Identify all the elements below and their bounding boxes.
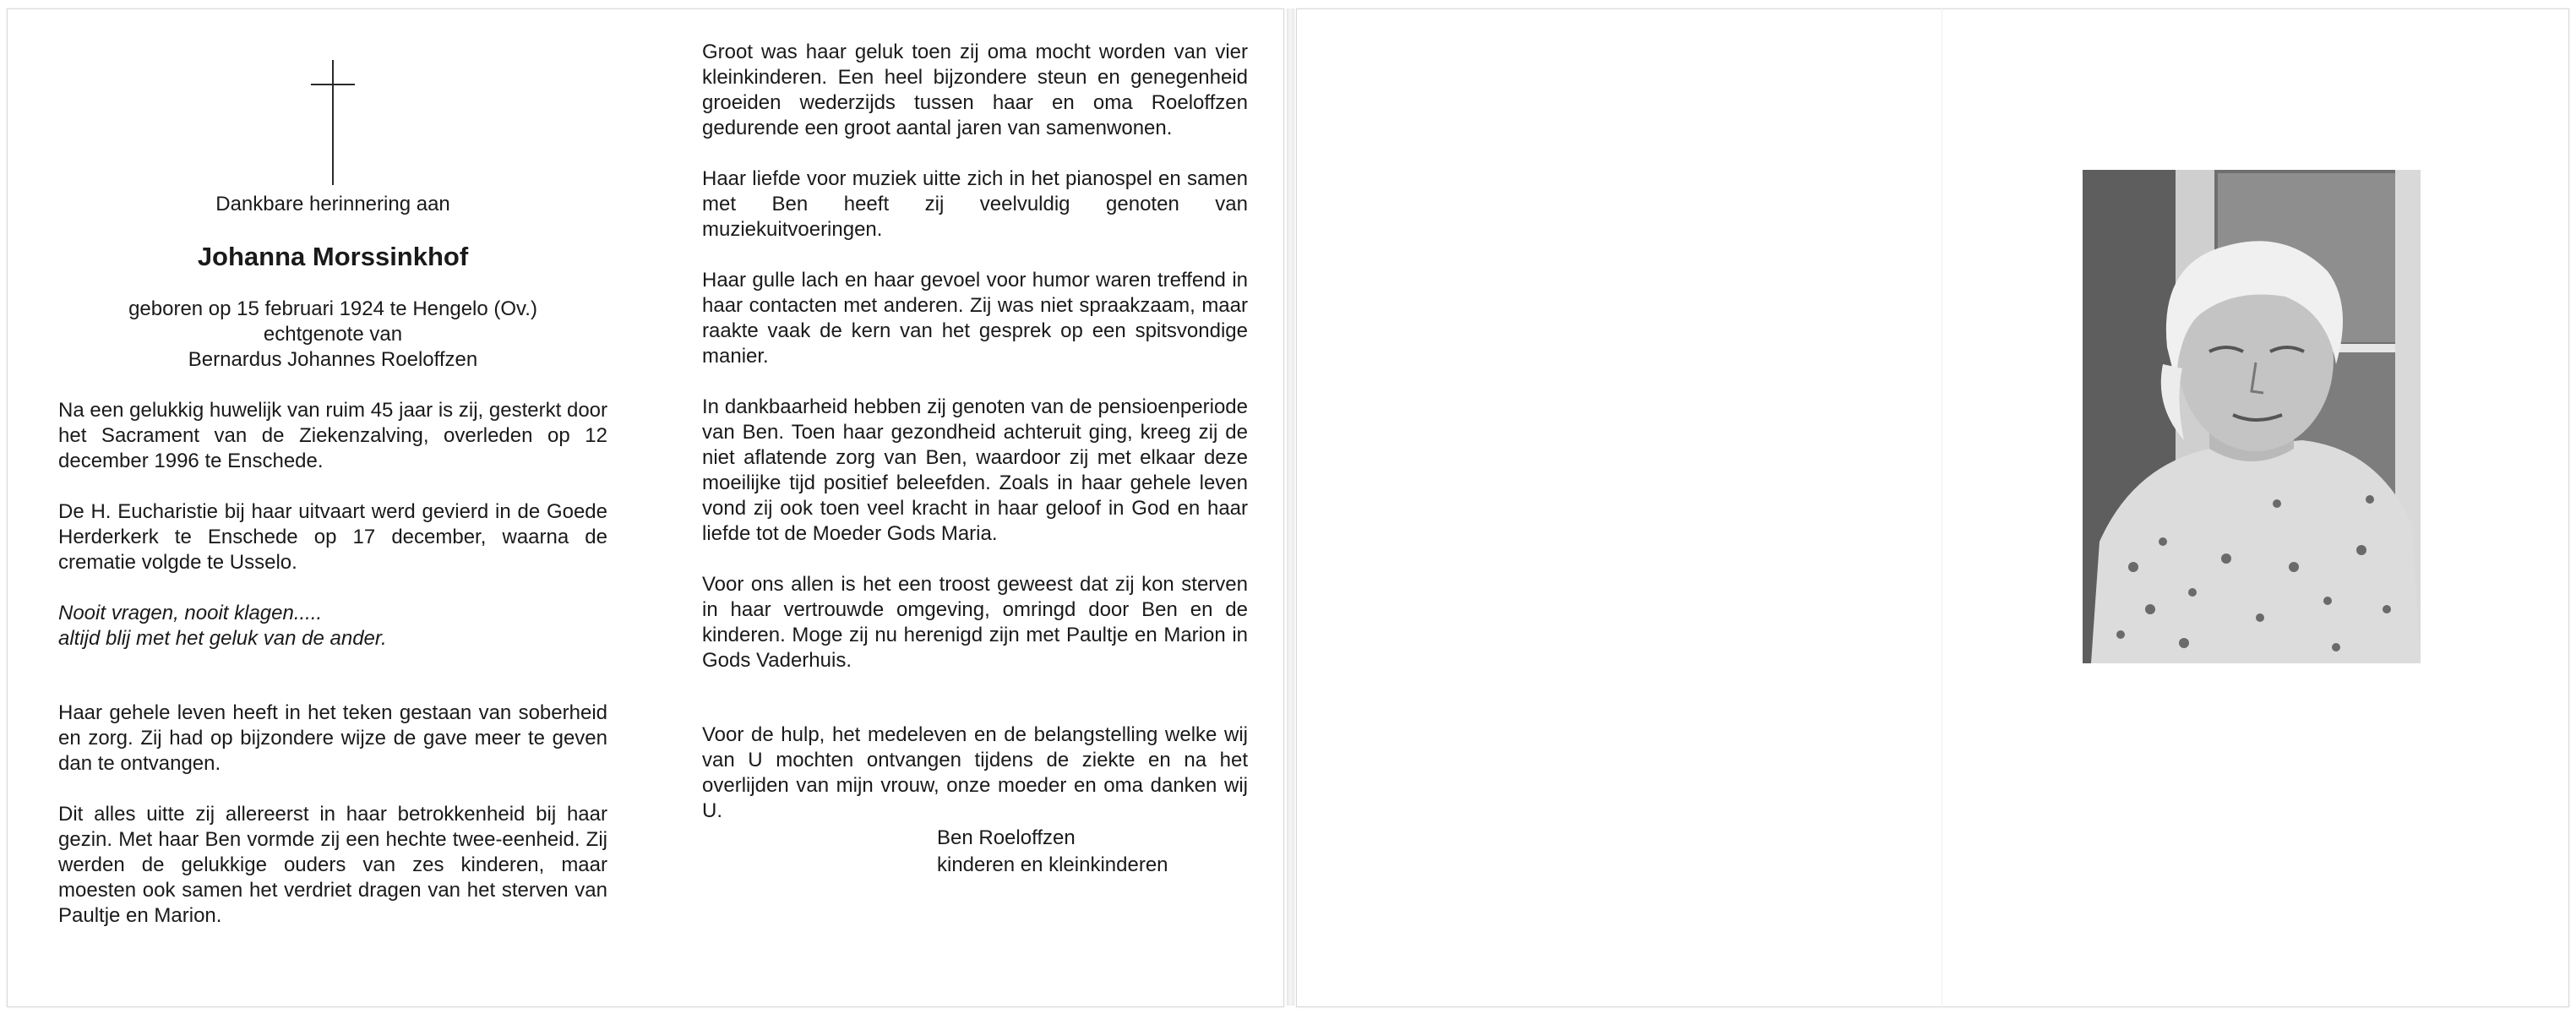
- quote-line-2: altijd blij met het geluk van de ander.: [58, 627, 387, 650]
- paragraph-music: Haar liefde voor muziek uitte zich in het pianospel en samen met Ben heeft zij veelvuldig genoten van muziekuitvoeringen.: [702, 167, 1248, 241]
- right-text-column: [702, 40, 1248, 878]
- born-line: geboren op 15 februari 1924 te Hengelo (Ov.): [128, 297, 537, 320]
- paragraph-comfort: Voor ons allen is het een troost geweest dat zij kon sterven in haar vertrouwde omgeving, omringd door Ben en de kinderen. Moge zij nu herenigd zijn met Paultje en Marion in Gods Vaderhuis.: [702, 573, 1248, 672]
- portrait-photo: [2083, 170, 2421, 663]
- left-text-column: [58, 43, 607, 929]
- intro-text: Dankbare herinnering aan: [215, 193, 450, 215]
- paragraph-humor: Haar gulle lach en haar gevoel voor humor waren treffend in haar contacten met anderen. Zij was niet spraakzaam, maar raakte vaak de kern van het gesprek op een spitsvondige manier.: [702, 269, 1248, 368]
- page-fold: [1287, 8, 1294, 1006]
- quote-line-1: Nooit vragen, nooit klagen.....: [58, 602, 323, 624]
- spouse-name: Bernardus Johannes Roeloffzen: [188, 348, 478, 371]
- spouse-label: echtgenote van: [263, 323, 403, 346]
- paragraph-grandchildren: Groot was haar geluk toen zij oma mocht worden van vier kleinkinderen. Een heel bijzondere steun en genegenheid groeiden wederzijds tussen haar en oma Roeloffzen gedurende een groot aantal jaren van samenwonen.: [702, 41, 1248, 139]
- paragraph-life: Haar gehele leven heeft in het teken gestaan van soberheid en zorg. Zij had op bijzondere wijze de gave meer te geven dan te ontvangen.: [58, 701, 607, 775]
- signature-family: kinderen en kleinkinderen: [937, 853, 1168, 876]
- cross-icon: [311, 60, 355, 185]
- paragraph-family: Dit alles uitte zij allereerst in haar betrokkenheid bij haar gezin. Met haar Ben vormde zij een hechte twee-eenheid. Zij werden de gelukkige ouders van zes kinderen, maar moesten ook samen het verdriet dragen van het sterven van Paultje en Marion.: [58, 803, 607, 927]
- paragraph-funeral: De H. Eucharistie bij haar uitvaart werd gevierd in de Goede Herderkerk te Enschede op 17 december, waarna de crematie volgde te Usselo.: [58, 500, 607, 574]
- thanks-paragraph: Voor de hulp, het medeleven en de belangstelling welke wij van U mochten ontvangen tijdens de ziekte en na het overlijden van mijn vrouw, onze moeder en oma danken wij U.: [702, 723, 1248, 822]
- paragraph-death: Na een gelukkig huwelijk van ruim 45 jaar is zij, gesterkt door het Sacrament van de Ziekenzalving, overleden op 12 december 1996 te Enschede.: [58, 399, 607, 472]
- deceased-name: Johanna Morssinkhof: [197, 242, 469, 271]
- paragraph-pension: In dankbaarheid hebben zij genoten van de pensioenperiode van Ben. Toen haar gezondheid achteruit ging, kreeg zij de niet aflatende zorg van Ben, waardoor zij met elkaar deze moeilijke tijd positief beleefden. Zoals in haar gehele leven vond zij ook toen veel kracht in haar geloof in God en haar liefde tot de Moeder Gods Maria.: [702, 395, 1248, 545]
- signature-name: Ben Roeloffzen: [937, 826, 1076, 849]
- card-inside-spread: [7, 8, 1284, 1007]
